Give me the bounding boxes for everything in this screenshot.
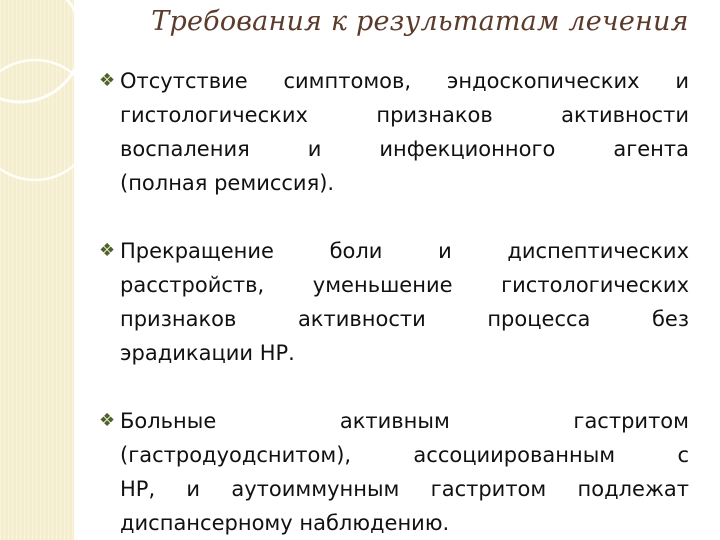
checkmark-v-icon: ❖ [99,240,116,261]
item-line: диспансерному наблюдению. [120,511,450,535]
item-line: Отсутствие симптомов, эндоскопических и [120,69,689,93]
item-line: (гастродуодснитом), ассоциированным с [120,443,689,467]
list-item [99,64,689,234]
slide-title: Требования к результатам лечения [151,6,689,37]
item-line: воспаления и инфекционного агента [120,137,689,161]
checkmark-v-icon: ❖ [99,410,116,431]
item-line: Прекращение боли и диспептических [120,239,689,263]
list-item [99,234,689,404]
list-item [99,404,689,540]
item-line: расстройств, уменьшение гистологических [120,273,689,297]
bullet-list [99,64,689,540]
item-line: (полная ремиссия). [120,171,335,195]
item-line: признаков активности процесса без [120,307,689,331]
item-line: гистологических признаков активности [120,103,689,127]
item-line: эрадикации НР. [120,341,295,365]
checkmark-v-icon: ❖ [99,70,116,91]
item-line: НР, и аутоиммунным гастритом подлежат [120,477,689,501]
item-line: Больные активным гастритом [120,409,689,433]
